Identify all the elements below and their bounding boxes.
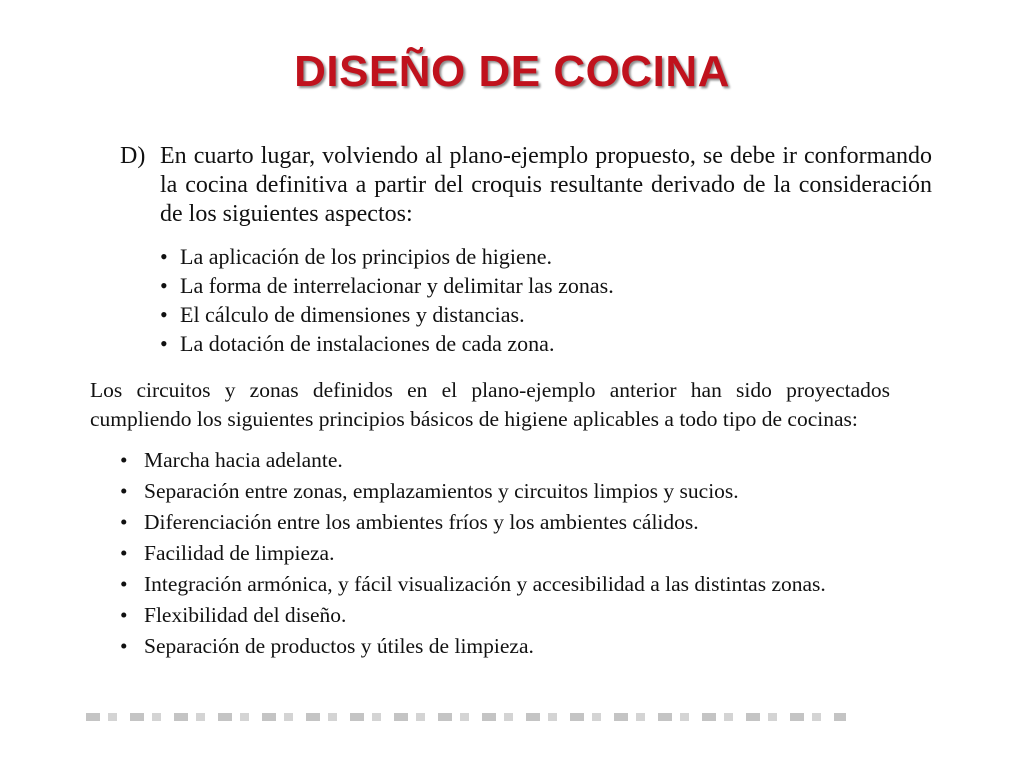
list-item	[120, 446, 892, 475]
list-item-text: Marcha hacia adelante.	[144, 448, 343, 472]
list-item	[120, 508, 892, 537]
list-item-text: Flexibilidad del diseño.	[144, 603, 347, 627]
intro-paragraph: Los circuitos y zonas definidos en el plano-ejemplo anterior han sido proyectados cumpliendo los siguientes principios básicos de higiene aplicables a todo tipo de cocinas:	[90, 378, 890, 431]
section-d	[84, 142, 932, 229]
bullet-icon: •	[160, 302, 168, 327]
list-item-text: Diferenciación entre los ambientes fríos y los ambientes cálidos.	[144, 510, 699, 534]
list-item-text: Separación entre zonas, emplazamientos y circuitos limpios y sucios.	[144, 479, 739, 503]
slide-title: DISEÑO DE COCINA	[294, 47, 730, 96]
bullet-icon: •	[120, 572, 128, 596]
list-item	[120, 601, 892, 630]
bullet-icon: •	[120, 603, 128, 627]
list-item	[160, 300, 934, 329]
list-item-text: La dotación de instalaciones de cada zona.	[180, 331, 555, 356]
list-item-text: Facilidad de limpieza.	[144, 541, 335, 565]
list-item	[120, 539, 892, 568]
document-scan	[84, 142, 934, 663]
section-d-text: En cuarto lugar, volviendo al plano-ejemplo propuesto, se debe ir conformando la cocina definitiva a partir del croquis resultante derivado de la consideración de los siguientes aspectos:	[160, 143, 932, 227]
section-d-list	[160, 242, 934, 358]
list-item-text: El cálculo de dimensiones y distancias.	[180, 302, 525, 327]
principles-list	[120, 446, 892, 661]
bullet-icon: •	[160, 273, 168, 298]
list-item	[160, 242, 934, 271]
bullet-icon: •	[120, 448, 128, 472]
bullet-icon: •	[120, 634, 128, 658]
list-item	[160, 329, 934, 358]
list-item-text: Separación de productos y útiles de limpieza.	[144, 634, 534, 658]
list-item-text: La forma de interrelacionar y delimitar las zonas.	[180, 273, 614, 298]
cropped-text-line	[86, 713, 846, 721]
list-item-text: Integración armónica, y fácil visualización y accesibilidad a las distintas zonas.	[144, 572, 826, 596]
bullet-icon: •	[120, 479, 128, 503]
list-item	[120, 477, 892, 506]
bullet-icon: •	[120, 510, 128, 534]
bullet-icon: •	[120, 541, 128, 565]
bullet-icon: •	[160, 244, 168, 269]
bullet-icon: •	[160, 331, 168, 356]
section-d-marker: D)	[120, 143, 146, 169]
list-item-text: La aplicación de los principios de higiene.	[180, 244, 553, 269]
list-item	[120, 570, 892, 599]
list-item	[160, 271, 934, 300]
list-item	[120, 632, 892, 661]
